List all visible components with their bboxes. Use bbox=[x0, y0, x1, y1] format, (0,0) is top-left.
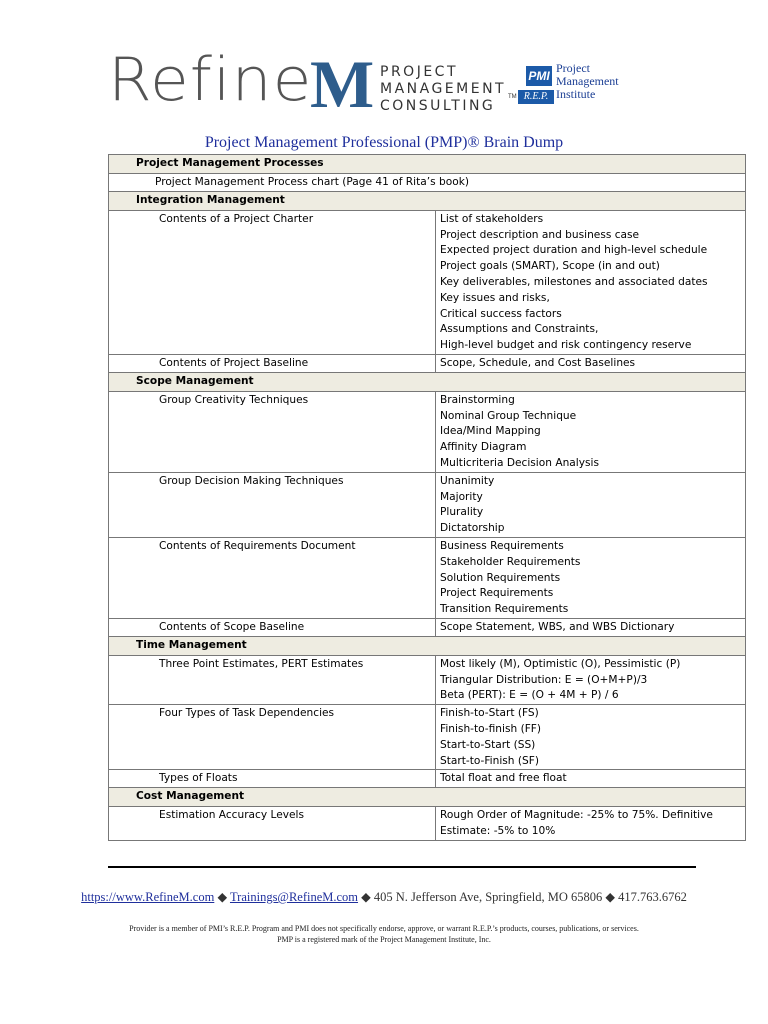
logo-subtitle-line: MANAGEMENT bbox=[380, 81, 507, 97]
rep-trademark: TM bbox=[508, 94, 517, 100]
table-row bbox=[109, 705, 746, 770]
contact-line bbox=[0, 889, 768, 905]
page-header bbox=[108, 45, 668, 122]
list-item: Project Requirements bbox=[440, 587, 554, 600]
list-item: Start-to-Start (SS) bbox=[440, 738, 536, 751]
table-row bbox=[109, 472, 746, 537]
topic-label: Contents of Project Baseline bbox=[109, 354, 436, 372]
topic-label: Group Creativity Techniques bbox=[109, 391, 436, 472]
topic-items bbox=[436, 210, 746, 354]
rep-disclaimer: Provider is a member of PMI’s R.E.P. Program and PMI does not specifically endorse, approve, or warrant R.E.P.’s products, courses, publications, or services. bbox=[129, 924, 639, 933]
topic-items bbox=[436, 705, 746, 770]
list-item: Majority bbox=[440, 490, 483, 503]
pmi-logo-mark: PMI bbox=[526, 66, 552, 86]
footer-divider bbox=[108, 866, 696, 868]
table-row bbox=[109, 770, 746, 788]
pmi-logo-text bbox=[556, 62, 619, 101]
list-item: Finish-to-finish (FF) bbox=[440, 722, 542, 735]
list-item: Beta (PERT): E = (O + 4M + P) / 6 bbox=[440, 689, 619, 702]
logo-subtitle-line: PROJECT bbox=[380, 64, 458, 80]
separator-icon: ◆ bbox=[605, 890, 615, 904]
pmi-text-line: Institute bbox=[556, 87, 596, 101]
topic-label: Types of Floats bbox=[109, 770, 436, 788]
list-item: Unanimity bbox=[440, 474, 495, 487]
logo-subtitle-line: CONSULTING bbox=[380, 98, 496, 114]
list-item: Critical success factors bbox=[440, 307, 562, 320]
list-item: Idea/Mind Mapping bbox=[440, 425, 541, 438]
section-header-row bbox=[109, 191, 746, 210]
section-title: Integration Management bbox=[109, 191, 746, 210]
logo-subtitle bbox=[380, 64, 506, 115]
section-title: Scope Management bbox=[109, 372, 746, 391]
section-title: Time Management bbox=[109, 636, 746, 655]
topic-label: Contents of Requirements Document bbox=[109, 537, 436, 618]
list-item: High-level budget and risk contingency reserve bbox=[440, 339, 692, 352]
phone-text: 417.763.6762 bbox=[618, 890, 687, 904]
list-item: Project description and business case bbox=[440, 228, 640, 241]
pmi-text-line: Management bbox=[556, 74, 619, 88]
section-header-row bbox=[109, 372, 746, 391]
topic-label: Contents of a Project Charter bbox=[109, 210, 436, 354]
list-item: List of stakeholders bbox=[440, 212, 544, 225]
table-row bbox=[109, 537, 746, 618]
brain-dump-table bbox=[108, 154, 746, 841]
list-item: Rough Order of Magnitude: -25% to 75%. Definitive bbox=[440, 809, 713, 822]
topic-label: Contents of Scope Baseline bbox=[109, 618, 436, 636]
section-header-row bbox=[109, 788, 746, 807]
list-item: Estimate: -5% to 10% bbox=[440, 824, 556, 837]
list-item: Brainstorming bbox=[440, 393, 515, 406]
topic-items bbox=[436, 391, 746, 472]
refinem-logo-m: M bbox=[310, 46, 375, 122]
section-header-row bbox=[109, 636, 746, 655]
list-item: Most likely (M), Optimistic (O), Pessimistic (P) bbox=[440, 657, 681, 670]
separator-icon: ◆ bbox=[361, 890, 371, 904]
list-item: Solution Requirements bbox=[440, 571, 561, 584]
list-item: Assumptions and Constraints, bbox=[440, 323, 599, 336]
list-item: Start-to-Finish (SF) bbox=[440, 754, 539, 767]
topic-items bbox=[436, 618, 746, 636]
topic-label: Four Types of Task Dependencies bbox=[109, 705, 436, 770]
table-row bbox=[109, 210, 746, 354]
document-title: Project Management Professional (PMP)® Brain Dump bbox=[204, 134, 564, 151]
table-row bbox=[109, 618, 746, 636]
topic-items bbox=[436, 807, 746, 841]
topic-items bbox=[436, 472, 746, 537]
table-row bbox=[109, 391, 746, 472]
section-title: Project Management Processes bbox=[109, 155, 746, 174]
topic-items bbox=[436, 655, 746, 704]
topic-items bbox=[436, 354, 746, 372]
list-item: Key deliverables, milestones and associated dates bbox=[440, 275, 708, 288]
list-item: Total float and free float bbox=[440, 772, 567, 785]
list-item: Dictatorship bbox=[440, 522, 505, 535]
list-item: Stakeholder Requirements bbox=[440, 555, 581, 568]
topic-items bbox=[436, 770, 746, 788]
list-item: Business Requirements bbox=[440, 539, 564, 552]
list-item: Key issues and risks, bbox=[440, 291, 550, 304]
list-item: Transition Requirements bbox=[440, 603, 569, 616]
topic-items bbox=[436, 537, 746, 618]
list-item: Project goals (SMART), Scope (in and out) bbox=[440, 260, 660, 273]
list-item: Multicriteria Decision Analysis bbox=[440, 456, 599, 469]
refinem-logo-text: Refine bbox=[108, 45, 313, 115]
pmp-trademark-notice: PMP is a registered mark of the Project Management Institute, Inc. bbox=[277, 935, 491, 944]
address-text: 405 N. Jefferson Ave, Springfield, MO 65806 bbox=[373, 890, 603, 904]
list-item: Finish-to-Start (FS) bbox=[440, 707, 539, 720]
email-link[interactable]: Trainings@RefineM.com bbox=[229, 890, 359, 904]
rep-badge: R.E.P. bbox=[518, 90, 554, 104]
pmi-rep-logo bbox=[508, 61, 638, 110]
list-item: Expected project duration and high-level schedule bbox=[440, 244, 708, 257]
list-item: Nominal Group Technique bbox=[440, 409, 577, 422]
topic-label: Group Decision Making Techniques bbox=[109, 472, 436, 537]
table-row bbox=[109, 354, 746, 372]
full-width-row bbox=[109, 174, 746, 192]
topic-label: Estimation Accuracy Levels bbox=[109, 807, 436, 841]
table-row bbox=[109, 655, 746, 704]
separator-icon: ◆ bbox=[217, 890, 228, 904]
pmi-text-line: Project bbox=[556, 61, 590, 75]
list-item: Scope, Schedule, and Cost Baselines bbox=[440, 356, 636, 369]
section-title: Cost Management bbox=[109, 788, 746, 807]
table-row bbox=[109, 807, 746, 841]
section-header-row bbox=[109, 155, 746, 174]
topic-label: Three Point Estimates, PERT Estimates bbox=[109, 655, 436, 704]
row-text: Project Management Process chart (Page 41 of Rita’s book) bbox=[109, 174, 746, 192]
list-item: Triangular Distribution: E = (O+M+P)/3 bbox=[440, 673, 648, 686]
list-item: Affinity Diagram bbox=[440, 441, 527, 454]
list-item: Plurality bbox=[440, 506, 484, 519]
website-link[interactable]: https://www.RefineM.com bbox=[81, 890, 215, 904]
list-item: Scope Statement, WBS, and WBS Dictionary bbox=[440, 620, 675, 633]
